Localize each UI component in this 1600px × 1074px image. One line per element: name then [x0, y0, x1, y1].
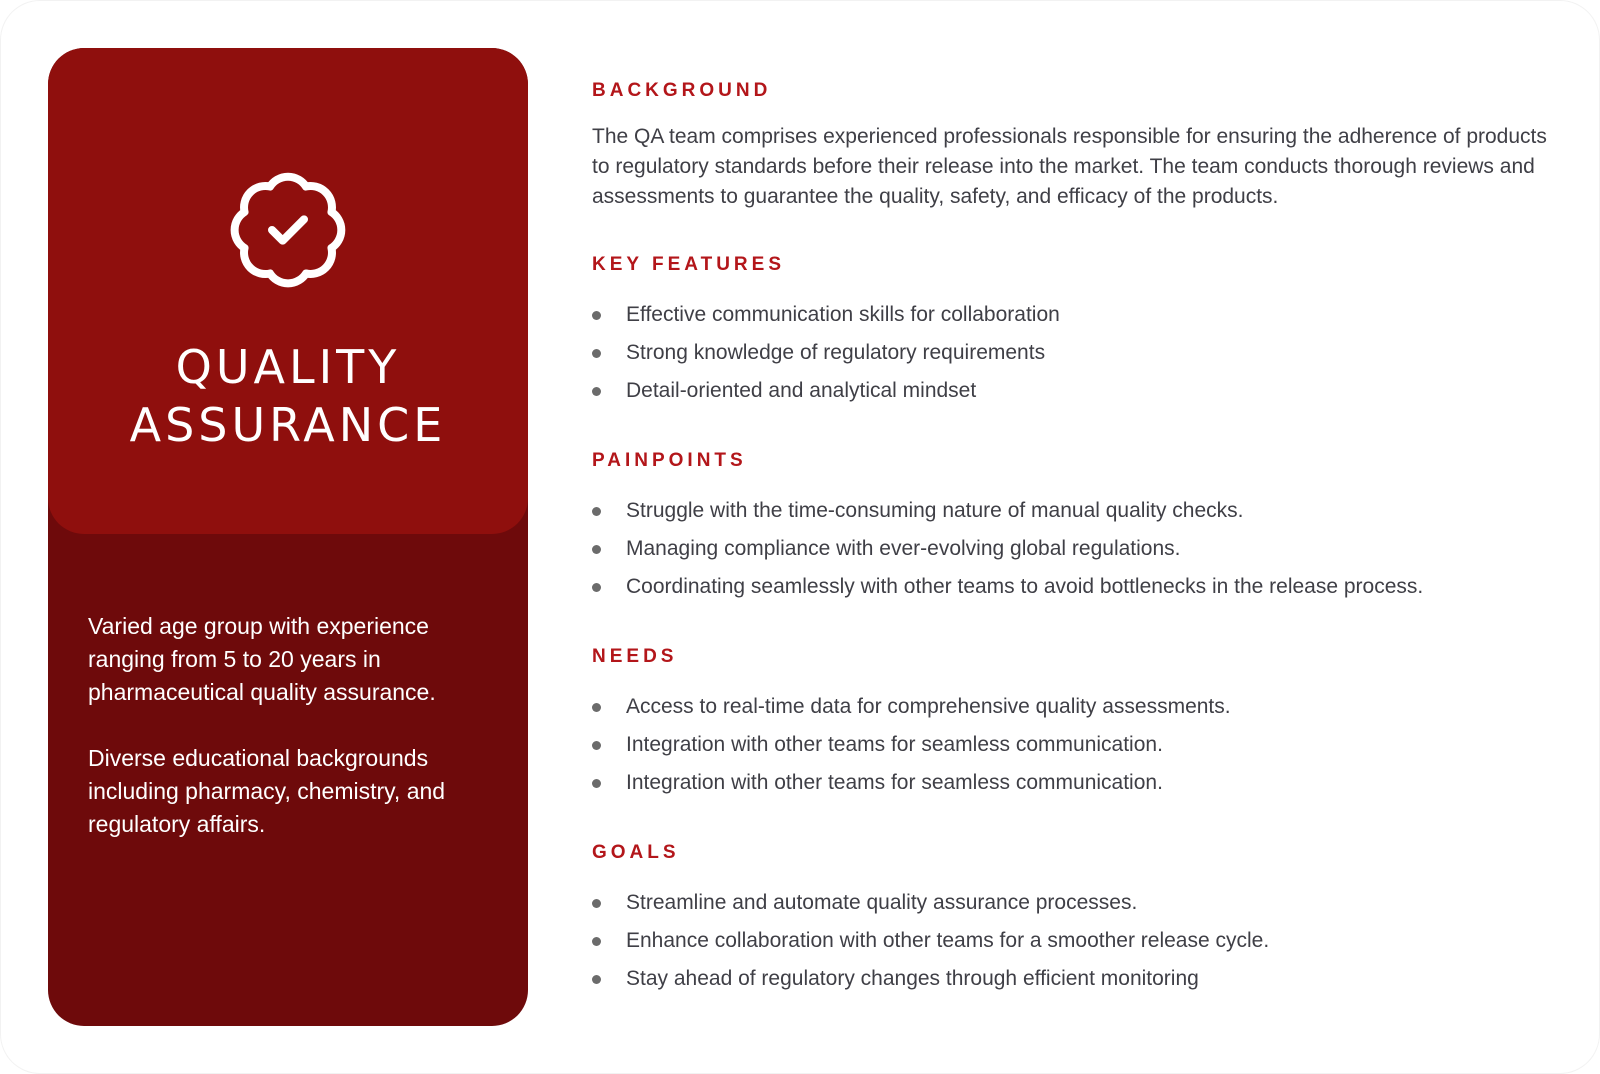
- list-item: Integration with other teams for seamless communication.: [592, 726, 1552, 764]
- list-item: Strong knowledge of regulatory requirements: [592, 334, 1552, 372]
- badge-check-icon: [224, 166, 352, 294]
- background-text: The QA team comprises experienced professionals responsible for ensuring the adherence of products to regulatory standards before their release into the market. The team conducts thorough reviews and assessments to guarantee the quality, safety, and efficacy of the products.: [592, 125, 1547, 208]
- section-heading: PAINPOINTS: [592, 450, 747, 471]
- painpoints-list: [592, 492, 1552, 606]
- section-painpoints: [592, 448, 1552, 606]
- list-item: Struggle with the time-consuming nature of manual quality checks.: [592, 492, 1552, 530]
- section-needs: [592, 644, 1552, 802]
- list-item: Streamline and automate quality assurance processes.: [592, 884, 1552, 922]
- persona-description-education: Diverse educational backgrounds including pharmacy, chemistry, and regulatory affairs.: [88, 745, 446, 837]
- list-item: Access to real-time data for comprehensive quality assessments.: [592, 688, 1552, 726]
- persona-description-experience: Varied age group with experience ranging from 5 to 20 years in pharmaceutical quality assurance.: [88, 613, 436, 705]
- section-heading: NEEDS: [592, 646, 678, 667]
- persona-title: [48, 338, 528, 454]
- goals-list: [592, 884, 1552, 998]
- persona-description: [88, 610, 498, 874]
- persona-title-line2: ASSURANCE: [129, 398, 447, 452]
- key-features-list: [592, 296, 1552, 410]
- list-item: Detail-oriented and analytical mindset: [592, 372, 1552, 410]
- list-item: Effective communication skills for collaboration: [592, 296, 1552, 334]
- list-item: Stay ahead of regulatory changes through efficient monitoring: [592, 960, 1552, 998]
- list-item: Managing compliance with ever-evolving global regulations.: [592, 530, 1552, 568]
- list-item: Enhance collaboration with other teams for a smoother release cycle.: [592, 922, 1552, 960]
- section-heading: GOALS: [592, 842, 680, 863]
- section-key-features: [592, 252, 1552, 410]
- section-heading: KEY FEATURES: [592, 254, 785, 275]
- list-item: Integration with other teams for seamless communication.: [592, 764, 1552, 802]
- section-goals: [592, 840, 1552, 998]
- section-heading: BACKGROUND: [592, 80, 772, 101]
- section-background: [592, 78, 1552, 212]
- list-item: Coordinating seamlessly with other teams to avoid bottlenecks in the release process.: [592, 568, 1552, 606]
- needs-list: [592, 688, 1552, 802]
- persona-card: [48, 48, 528, 1026]
- persona-title-line1: QUALITY: [175, 340, 401, 394]
- persona-details: [592, 78, 1552, 1036]
